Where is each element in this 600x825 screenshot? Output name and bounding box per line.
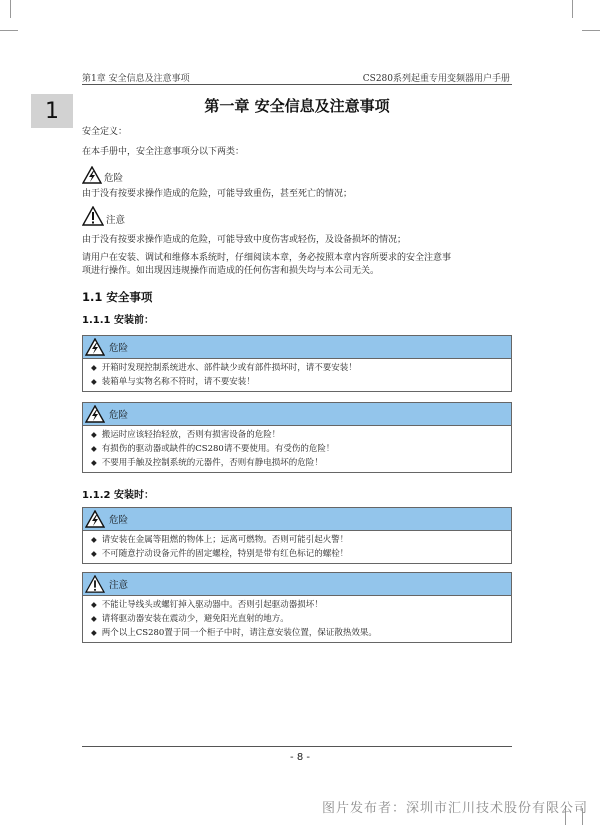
bullet-icon: ◆ — [91, 628, 97, 637]
danger-icon — [85, 338, 105, 356]
list-item — [91, 456, 511, 470]
bullet-icon: ◆ — [91, 377, 97, 386]
page-title: 第一章 安全信息及注意事项 — [204, 97, 390, 115]
list-item-text: 有损伤的驱动器或缺件的CS280请不要使用。有受伤的危险！ — [101, 444, 335, 454]
danger-box-header — [83, 403, 511, 426]
section-heading: 1.1 安全事项 — [82, 290, 153, 304]
danger-legend — [82, 166, 123, 184]
caution-icon — [82, 206, 104, 226]
danger-description: 由于没有按要求操作造成的危险，可能导致重伤，甚至死亡的情况； — [82, 189, 353, 199]
danger-legend-label: 危险 — [104, 173, 124, 184]
crop-mark — [10, 0, 11, 18]
danger-box-1 — [82, 335, 512, 392]
list-item-text: 搬运时应该轻抬轻放，否则有损害设备的危险！ — [101, 430, 281, 440]
list-item — [91, 428, 511, 442]
two-types-text: 在本手册中，安全注意事项分以下两类： — [82, 147, 245, 157]
publisher-watermark: 图片发布者：深圳市汇川技术股份有限公司 — [321, 801, 588, 816]
header-manual-title: CS280系列起重专用变频器用户手册 — [362, 74, 510, 84]
instruction-line-1: 请用户在安装、调试和维修本系统时，仔细阅读本章，务必按照本章内容所要求的安全注意事 — [82, 253, 452, 263]
box-header-label: 注意 — [109, 580, 129, 591]
list-item-text: 装箱单与实物名称不符时，请不要安装！ — [101, 377, 255, 387]
danger-icon — [85, 510, 105, 528]
bullet-icon: ◆ — [91, 363, 97, 372]
caution-icon — [85, 575, 105, 593]
header-rule — [82, 84, 512, 85]
crop-mark — [582, 30, 600, 31]
bullet-icon: ◆ — [91, 614, 97, 623]
danger-box-3 — [82, 507, 512, 564]
bullet-icon: ◆ — [91, 535, 97, 544]
bullet-icon: ◆ — [91, 458, 97, 467]
danger-box-header — [83, 508, 511, 531]
list-item — [91, 533, 511, 547]
bullet-icon: ◆ — [91, 549, 97, 558]
list-item-text: 请安装在金属等阻燃的物体上；远离可燃物。否则可能引起火警！ — [101, 535, 349, 545]
chapter-tab: 1 — [31, 94, 73, 128]
header-chapter: 第1章 安全信息及注意事项 — [82, 74, 190, 84]
caution-legend-label: 注意 — [106, 215, 126, 226]
list-item-text: 开箱时发现控制系统进水、部件缺少或有部件损坏时，请不要安装！ — [101, 363, 357, 373]
list-item — [91, 442, 511, 456]
danger-icon — [82, 166, 102, 184]
list-item-text: 两个以上CS280置于同一个柜子中时，请注意安装位置，保证散热效果。 — [101, 628, 377, 638]
subsection-during-install: 1.1.2 安装时： — [82, 490, 154, 501]
list-item-text: 不能让导线头或螺钉掉入驱动器中。否则引起驱动器损坏！ — [101, 600, 323, 610]
danger-box-2 — [82, 402, 512, 473]
caution-box-header — [83, 573, 511, 596]
crop-mark — [0, 30, 18, 31]
danger-icon — [85, 405, 105, 423]
crop-mark — [572, 0, 573, 18]
list-item — [91, 598, 511, 612]
subsection-before-install: 1.1.1 安装前： — [82, 315, 154, 326]
caution-description: 由于没有按要求操作造成的危险，可能导致中度伤害或轻伤，及设备损坏的情况； — [82, 235, 407, 245]
list-item — [91, 375, 511, 389]
bullet-icon: ◆ — [91, 600, 97, 609]
list-item — [91, 361, 511, 375]
bullet-icon: ◆ — [91, 444, 97, 453]
instruction-line-2: 项进行操作。如出现因违规操作而造成的任何伤害和损失均与本公司无关。 — [82, 266, 380, 276]
caution-box — [82, 572, 512, 643]
box-header-label: 危险 — [109, 343, 129, 354]
list-item — [91, 626, 511, 640]
footer-rule — [82, 746, 512, 747]
list-item-text: 不可随意拧动设备元件的固定螺栓，特别是带有红色标记的螺栓！ — [101, 549, 349, 559]
list-item — [91, 612, 511, 626]
list-item — [91, 547, 511, 561]
bullet-icon: ◆ — [91, 430, 97, 439]
definition-label: 安全定义： — [82, 127, 128, 137]
list-item-text: 请将驱动器安装在震动少，避免阳光直射的地方。 — [101, 614, 289, 624]
caution-legend — [82, 206, 125, 226]
page-number: - 8 - — [290, 752, 310, 763]
box-header-label: 危险 — [109, 410, 129, 421]
box-header-label: 危险 — [109, 515, 129, 526]
danger-box-header — [83, 336, 511, 359]
list-item-text: 不要用手触及控制系统的元器件，否则有静电损坏的危险！ — [101, 458, 323, 468]
